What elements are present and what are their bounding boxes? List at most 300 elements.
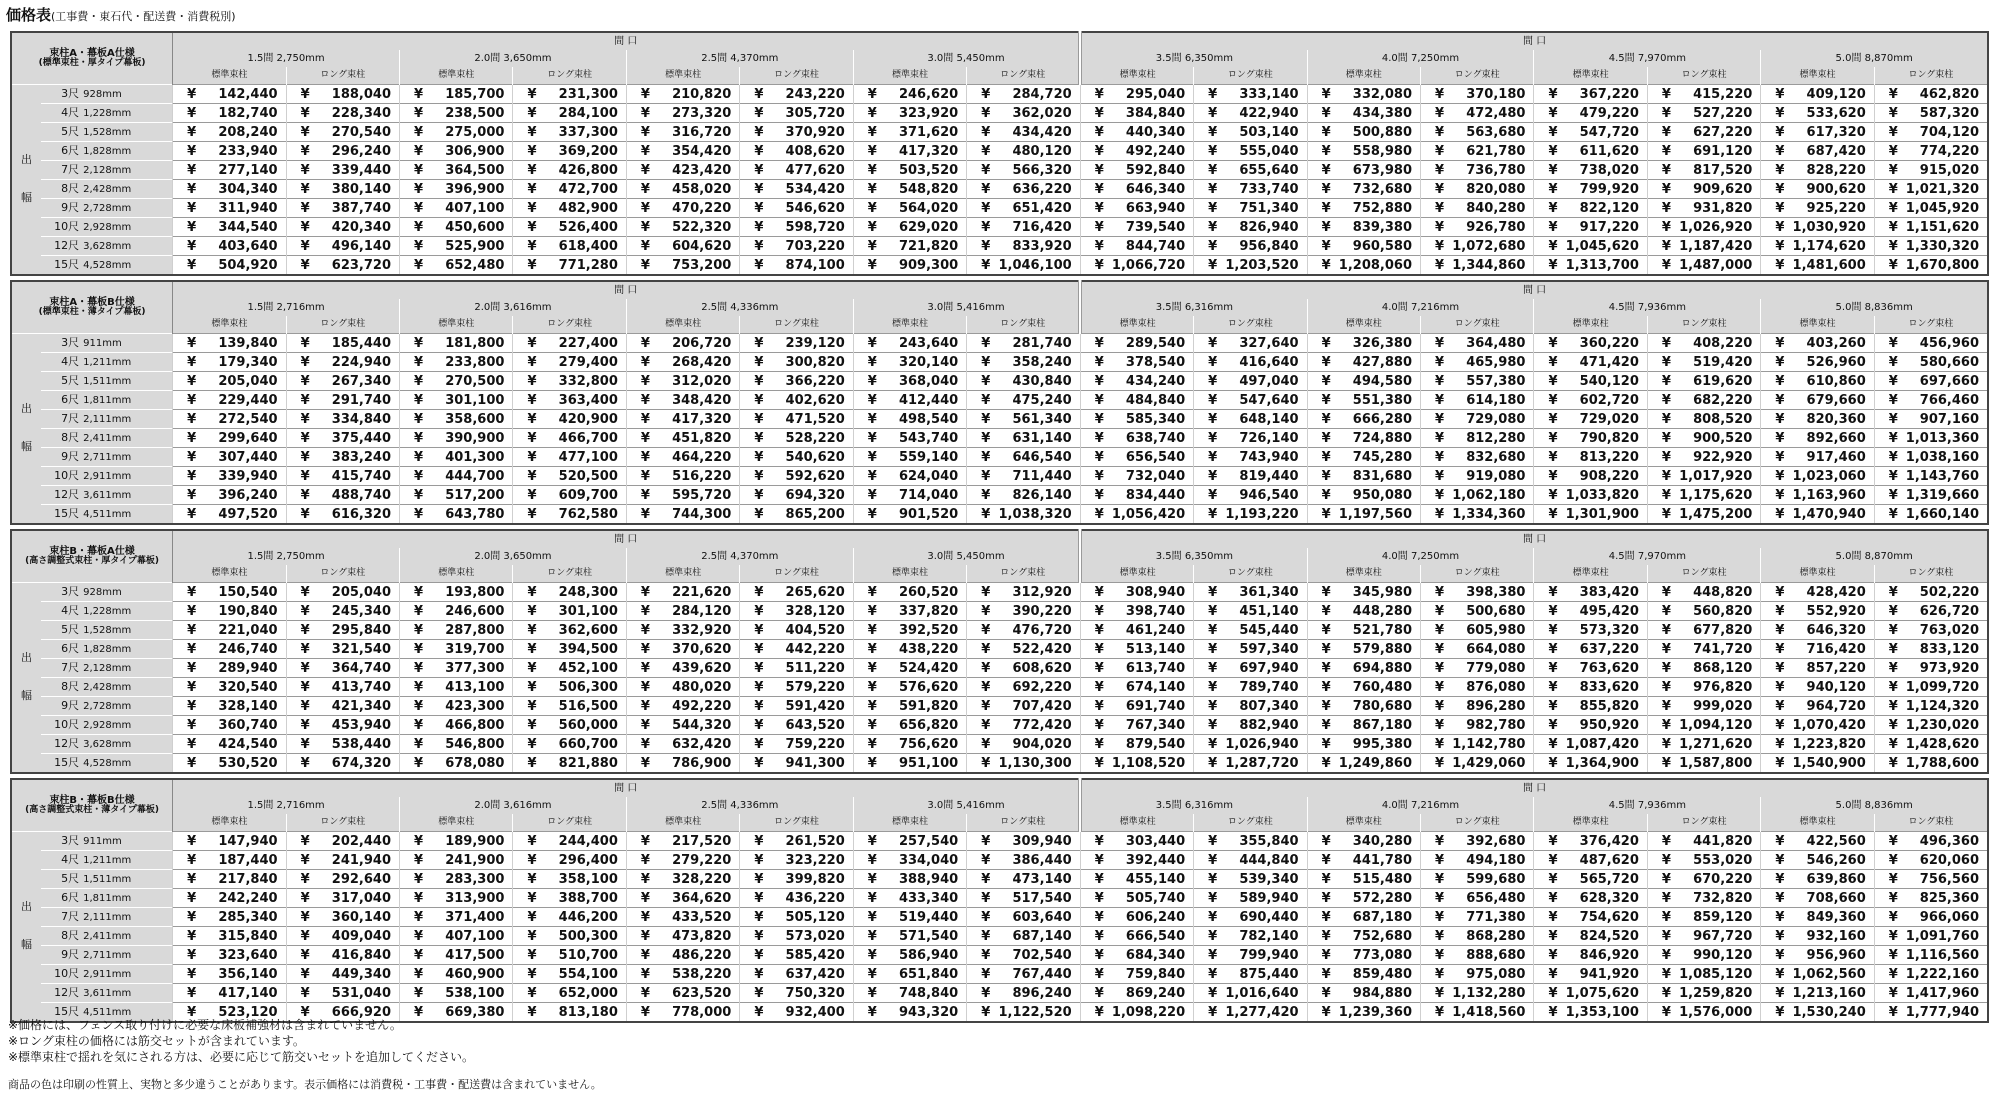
price-value: 1,417,960: [1905, 985, 1979, 1001]
price-value: 741,720: [1693, 641, 1753, 657]
table-row: [11, 334, 1988, 353]
price-value: 246,600: [445, 603, 505, 619]
yen-sign: ¥: [754, 871, 764, 887]
price-cell: [286, 218, 399, 237]
price-cell: [967, 199, 1081, 218]
yen-sign: ¥: [1888, 219, 1898, 235]
price-value: 295,840: [331, 622, 391, 638]
price-value: 687,140: [1012, 928, 1072, 944]
yen-sign: ¥: [1321, 679, 1331, 695]
price-cell: [967, 640, 1081, 659]
yen-sign: ¥: [187, 487, 197, 503]
table-row: [11, 161, 1988, 180]
price-value: 760,480: [1352, 679, 1412, 695]
yen-sign: ¥: [981, 622, 991, 638]
price-cell: [286, 486, 399, 505]
spec-subtitle: (標準束柱・薄タイプ幕板): [38, 307, 146, 317]
span-column-header: [1534, 299, 1761, 316]
price-value: 304,340: [218, 181, 278, 197]
yen-sign: ¥: [1321, 698, 1331, 714]
price-cell: [1080, 965, 1193, 984]
yen-sign: ¥: [1661, 833, 1671, 849]
price-value: 819,440: [1239, 468, 1299, 484]
span-column-header: [1761, 299, 1988, 316]
yen-sign: ¥: [1094, 430, 1104, 446]
price-cell: [1874, 486, 1988, 505]
yen-sign: ¥: [1094, 947, 1104, 963]
price-cell: [853, 448, 966, 467]
yen-sign: ¥: [187, 985, 197, 1001]
standard-post-header: 標準束柱: [1761, 814, 1874, 832]
yen-sign: ¥: [1888, 717, 1898, 733]
yen-sign: ¥: [187, 162, 197, 178]
price-value: 487,620: [1579, 852, 1639, 868]
price-value: 896,240: [1012, 985, 1072, 1001]
yen-sign: ¥: [1321, 1004, 1331, 1020]
price-cell: [1874, 467, 1988, 486]
yen-sign: ¥: [1321, 257, 1331, 273]
table-row: [11, 927, 1988, 946]
yen-sign: ¥: [187, 143, 197, 159]
yen-sign: ¥: [1888, 430, 1898, 446]
price-value: 370,180: [1466, 86, 1526, 102]
depth-shaku: 12尺: [54, 488, 80, 501]
yen-sign: ¥: [754, 105, 764, 121]
price-cell: [1874, 908, 1988, 927]
price-value: 413,100: [445, 679, 505, 695]
price-cell: [1307, 467, 1420, 486]
price-cell: [286, 832, 399, 851]
price-cell: [626, 486, 739, 505]
price-value: 364,740: [331, 660, 391, 676]
price-cell: [740, 448, 853, 467]
depth-shaku: 5尺: [61, 623, 80, 636]
price-value: 519,420: [1693, 354, 1753, 370]
price-value: 1,353,100: [1565, 1004, 1639, 1020]
price-value: 409,120: [1806, 86, 1866, 102]
long-post-header: ロング束柱: [967, 565, 1081, 583]
depth-row-label: [41, 678, 173, 697]
price-cell: [1874, 85, 1988, 104]
price-cell: [1647, 505, 1760, 525]
yen-sign: ¥: [1435, 660, 1445, 676]
price-cell: [967, 85, 1081, 104]
price-cell: [1421, 927, 1534, 946]
price-value: 1,045,620: [1565, 238, 1639, 254]
table-row: [11, 583, 1988, 602]
price-value: 579,880: [1352, 641, 1412, 657]
price-cell: [967, 237, 1081, 256]
yen-sign: ¥: [1661, 985, 1671, 1001]
yen-sign: ¥: [1775, 928, 1785, 944]
price-value: 422,560: [1806, 833, 1866, 849]
yen-sign: ¥: [1888, 86, 1898, 102]
yen-sign: ¥: [640, 105, 650, 121]
price-value: 472,480: [1466, 105, 1526, 121]
price-value: 546,800: [445, 736, 505, 752]
price-cell: [400, 334, 513, 353]
price-value: 185,440: [331, 335, 391, 351]
price-cell: [1874, 142, 1988, 161]
price-value: 438,220: [898, 641, 959, 657]
price-cell: [173, 735, 286, 754]
yen-sign: ¥: [1094, 181, 1104, 197]
price-cell: [1761, 870, 1874, 889]
price-cell: [1080, 583, 1193, 602]
span-mm: 7,216mm: [1410, 799, 1460, 811]
price-value: 495,420: [1579, 603, 1639, 619]
yen-sign: ¥: [300, 506, 310, 522]
price-value: 480,120: [1012, 143, 1072, 159]
yen-sign: ¥: [1888, 603, 1898, 619]
span-ken: 3.5間: [1155, 799, 1182, 811]
price-value: 538,220: [672, 966, 732, 982]
price-cell: [1421, 142, 1534, 161]
price-cell: [1761, 218, 1874, 237]
price-cell: [1421, 754, 1534, 774]
price-cell: [853, 754, 966, 774]
price-cell: [1647, 889, 1760, 908]
yen-sign: ¥: [1321, 487, 1331, 503]
price-value: 270,540: [331, 124, 391, 140]
price-cell: [626, 851, 739, 870]
price-value: 558,980: [1352, 143, 1412, 159]
yen-sign: ¥: [1321, 641, 1331, 657]
price-value: 430,840: [1012, 373, 1072, 389]
span-mm: 2,716mm: [276, 799, 325, 811]
price-cell: [513, 85, 626, 104]
span-mm: 7,936mm: [1637, 799, 1686, 811]
price-value: 990,120: [1693, 947, 1753, 963]
price-value: 694,880: [1352, 660, 1412, 676]
span-ken: 5.0間: [1835, 301, 1862, 313]
price-cell: [626, 1003, 739, 1023]
long-post-header: ロング束柱: [286, 316, 399, 334]
yen-sign: ¥: [1775, 641, 1785, 657]
price-value: 451,820: [672, 430, 732, 446]
note-3: ※標準束柱で揺れを気にされる方は、必要に応じて筋交いセットを追加してください。: [8, 1050, 475, 1064]
yen-sign: ¥: [1321, 392, 1331, 408]
price-value: 360,140: [331, 909, 391, 925]
price-value: 451,140: [1239, 603, 1299, 619]
price-value: 1,062,180: [1452, 487, 1526, 503]
span-ken: 4.0間: [1381, 52, 1408, 64]
price-value: 408,220: [1693, 335, 1753, 351]
yen-sign: ¥: [1321, 603, 1331, 619]
price-cell: [626, 237, 739, 256]
price-value: 1,187,420: [1679, 238, 1753, 254]
price-table: [10, 280, 1989, 525]
yen-sign: ¥: [1775, 354, 1785, 370]
price-value: 1,108,520: [1111, 755, 1186, 771]
price-value: 417,140: [218, 985, 278, 1001]
yen-sign: ¥: [867, 373, 877, 389]
yen-sign: ¥: [1435, 909, 1445, 925]
price-value: 767,340: [1125, 717, 1186, 733]
price-cell: [1080, 946, 1193, 965]
span-column-header: [173, 299, 400, 316]
price-value: 611,620: [1579, 143, 1639, 159]
price-cell: [1307, 640, 1420, 659]
price-value: 702,540: [1012, 947, 1072, 963]
yen-sign: ¥: [527, 468, 537, 484]
price-cell: [400, 716, 513, 735]
price-cell: [1647, 237, 1760, 256]
yen-sign: ¥: [754, 86, 764, 102]
yen-sign: ¥: [527, 162, 537, 178]
price-value: 682,220: [1693, 392, 1753, 408]
price-cell: [400, 237, 513, 256]
price-cell: [400, 180, 513, 199]
price-cell: [1307, 602, 1420, 621]
price-cell: [286, 602, 399, 621]
price-value: 1,038,160: [1905, 449, 1979, 465]
yen-sign: ¥: [1208, 755, 1218, 771]
yen-sign: ¥: [640, 257, 650, 273]
price-value: 1,475,200: [1679, 506, 1753, 522]
yen-sign: ¥: [640, 584, 650, 600]
yen-sign: ¥: [1435, 641, 1445, 657]
yen-sign: ¥: [414, 833, 424, 849]
price-cell: [1080, 161, 1193, 180]
price-value: 386,440: [1012, 852, 1072, 868]
price-value: 637,420: [785, 966, 845, 982]
yen-sign: ¥: [981, 411, 991, 427]
price-cell: [626, 870, 739, 889]
price-cell: [1421, 505, 1534, 525]
price-value: 636,220: [1012, 181, 1072, 197]
depth-shaku: 5尺: [61, 125, 80, 138]
price-cell: [286, 678, 399, 697]
price-cell: [513, 448, 626, 467]
standard-post-header: 標準束柱: [1307, 814, 1420, 832]
price-value: 585,340: [1125, 411, 1186, 427]
price-value: 538,100: [445, 985, 505, 1001]
price-value: 221,040: [218, 622, 278, 638]
yen-sign: ¥: [300, 162, 310, 178]
yen-sign: ¥: [414, 928, 424, 944]
price-value: 559,140: [898, 449, 959, 465]
price-value: 428,420: [1806, 584, 1866, 600]
price-cell: [400, 410, 513, 429]
yen-sign: ¥: [527, 143, 537, 159]
price-cell: [1307, 353, 1420, 372]
table-row: [11, 908, 1988, 927]
price-value: 1,098,220: [1111, 1004, 1186, 1020]
yen-sign: ¥: [981, 698, 991, 714]
price-value: 369,200: [558, 143, 618, 159]
price-cell: [173, 640, 286, 659]
price-value: 822,120: [1579, 200, 1639, 216]
price-cell: [1194, 256, 1307, 276]
price-value: 360,740: [218, 717, 278, 733]
price-value: 1,174,620: [1792, 238, 1866, 254]
depth-mm: 2,411mm: [83, 931, 132, 942]
price-cell: [1534, 1003, 1647, 1023]
yen-sign: ¥: [1548, 181, 1558, 197]
price-value: 1,301,900: [1565, 506, 1639, 522]
yen-sign: ¥: [981, 909, 991, 925]
price-cell: [967, 889, 1081, 908]
depth-shaku: 3尺: [61, 336, 80, 349]
price-value: 732,680: [1352, 181, 1412, 197]
depth-row-label: [41, 334, 173, 353]
yen-sign: ¥: [1775, 411, 1785, 427]
price-value: 677,820: [1693, 622, 1753, 638]
yen-sign: ¥: [640, 162, 650, 178]
yen-sign: ¥: [1094, 603, 1104, 619]
yen-sign: ¥: [754, 1004, 764, 1020]
yen-sign: ¥: [1888, 354, 1898, 370]
price-value: 867,180: [1352, 717, 1412, 733]
yen-sign: ¥: [754, 736, 764, 752]
price-value: 544,320: [672, 717, 732, 733]
yen-sign: ¥: [1321, 219, 1331, 235]
yen-sign: ¥: [1661, 124, 1671, 140]
price-cell: [1761, 199, 1874, 218]
price-cell: [1194, 467, 1307, 486]
depth-shaku: 5尺: [61, 374, 80, 387]
yen-sign: ¥: [867, 411, 877, 427]
price-cell: [1534, 870, 1647, 889]
price-cell: [286, 372, 399, 391]
price-value: 613,740: [1125, 660, 1186, 676]
price-value: 179,340: [218, 354, 278, 370]
span-label: 間 口: [173, 530, 1081, 548]
yen-sign: ¥: [754, 833, 764, 849]
price-value: 736,780: [1466, 162, 1526, 178]
depth-row-label: [41, 505, 173, 525]
price-value: 752,680: [1352, 928, 1412, 944]
price-cell: [1761, 237, 1874, 256]
price-cell: [173, 851, 286, 870]
price-value: 1,271,620: [1679, 736, 1753, 752]
price-cell: [1421, 85, 1534, 104]
price-cell: [1647, 716, 1760, 735]
price-cell: [967, 754, 1081, 774]
price-value: 616,320: [331, 506, 391, 522]
span-ken: 2.5間: [701, 799, 728, 811]
span-column-header: [400, 299, 627, 316]
price-value: 363,400: [558, 392, 618, 408]
table-row: [11, 486, 1988, 505]
price-cell: [1647, 85, 1760, 104]
yen-sign: ¥: [527, 373, 537, 389]
yen-sign: ¥: [1888, 1004, 1898, 1020]
yen-sign: ¥: [414, 124, 424, 140]
yen-sign: ¥: [1321, 124, 1331, 140]
table-row: [11, 199, 1988, 218]
price-cell: [400, 697, 513, 716]
yen-sign: ¥: [1208, 852, 1218, 868]
standard-post-header: 標準束柱: [173, 67, 286, 85]
price-value: 272,540: [218, 411, 278, 427]
price-cell: [1421, 851, 1534, 870]
depth-mm: 3,611mm: [83, 490, 132, 501]
price-value: 599,680: [1466, 871, 1526, 887]
price-cell: [400, 104, 513, 123]
price-value: 926,780: [1466, 219, 1526, 235]
yen-sign: ¥: [1661, 373, 1671, 389]
yen-sign: ¥: [1208, 86, 1218, 102]
price-value: 821,880: [558, 755, 618, 771]
depth-mm: 3,628mm: [83, 739, 132, 750]
span-mm: 4,336mm: [730, 799, 779, 811]
yen-sign: ¥: [414, 449, 424, 465]
price-cell: [1194, 104, 1307, 123]
yen-sign: ¥: [640, 200, 650, 216]
long-post-header: ロング束柱: [1874, 67, 1988, 85]
yen-sign: ¥: [1888, 506, 1898, 522]
yen-sign: ¥: [1775, 162, 1785, 178]
spec-heading: [11, 779, 173, 832]
span-column-header: [1761, 797, 1988, 814]
price-cell: [740, 410, 853, 429]
price-cell: [853, 735, 966, 754]
yen-sign: ¥: [1208, 335, 1218, 351]
yen-sign: ¥: [981, 181, 991, 197]
price-cell: [173, 256, 286, 276]
table-row: [11, 754, 1988, 774]
price-cell: [740, 965, 853, 984]
price-cell: [1874, 851, 1988, 870]
price-value: 442,220: [785, 641, 845, 657]
price-value: 511,220: [785, 660, 845, 676]
price-value: 1,085,120: [1679, 966, 1753, 982]
span-column-header: [853, 50, 1080, 67]
price-value: 975,080: [1466, 966, 1526, 982]
price-cell: [1761, 142, 1874, 161]
price-value: 516,220: [672, 468, 732, 484]
price-cell: [286, 946, 399, 965]
depth-label: [11, 583, 41, 774]
spec-heading: [11, 530, 173, 583]
price-cell: [1194, 237, 1307, 256]
standard-post-header: 標準束柱: [173, 814, 286, 832]
yen-sign: ¥: [300, 143, 310, 159]
yen-sign: ¥: [1548, 755, 1558, 771]
price-value: 932,400: [785, 1004, 845, 1020]
price-value: 1,056,420: [1111, 506, 1186, 522]
table-row: [11, 505, 1988, 525]
price-value: 309,940: [1012, 833, 1072, 849]
yen-sign: ¥: [1435, 736, 1445, 752]
price-value: 833,620: [1579, 679, 1639, 695]
price-value: 1,062,560: [1792, 966, 1866, 982]
price-value: 904,020: [1012, 736, 1072, 752]
price-value: 1,017,920: [1679, 468, 1753, 484]
yen-sign: ¥: [1548, 162, 1558, 178]
price-cell: [1534, 467, 1647, 486]
span-column-header: [853, 548, 1080, 565]
price-value: 656,540: [1125, 449, 1186, 465]
price-cell: [1534, 486, 1647, 505]
yen-sign: ¥: [300, 909, 310, 925]
yen-sign: ¥: [300, 833, 310, 849]
yen-sign: ¥: [1775, 909, 1785, 925]
yen-sign: ¥: [754, 506, 764, 522]
price-cell: [400, 984, 513, 1003]
table-row: [11, 716, 1988, 735]
yen-sign: ¥: [1888, 162, 1898, 178]
price-cell: [740, 927, 853, 946]
yen-sign: ¥: [187, 641, 197, 657]
yen-sign: ¥: [414, 852, 424, 868]
price-value: 1,334,360: [1452, 506, 1526, 522]
price-cell: [286, 123, 399, 142]
yen-sign: ¥: [1321, 468, 1331, 484]
price-value: 466,800: [445, 717, 505, 733]
